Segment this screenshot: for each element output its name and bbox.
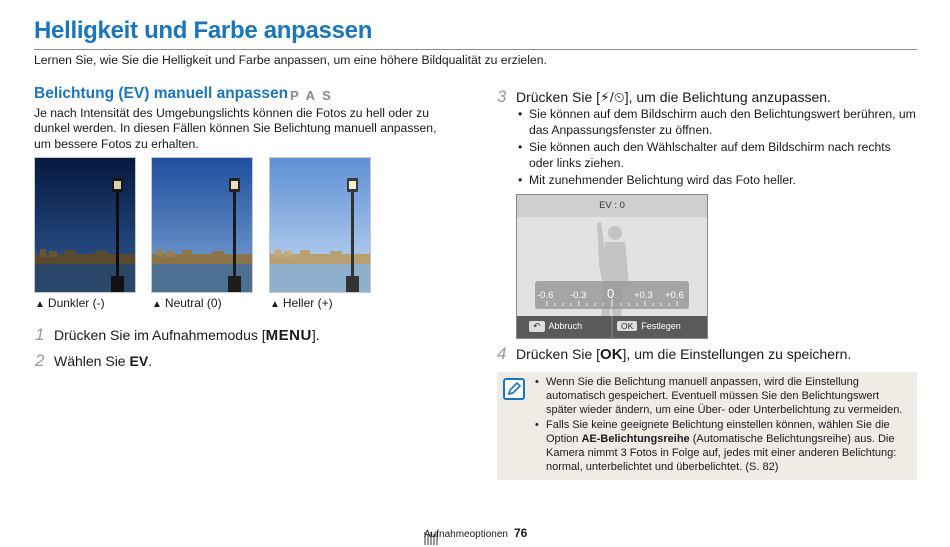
- step-text: Drücken Sie [: [516, 346, 601, 362]
- section-heading: Belichtung (EV) manuell anpassen: [34, 85, 289, 102]
- note-item: • Wenn Sie die Belichtung manuell anpassen, wird die Einstellung automatisch gespeichert. Eventuell müssen Sie den Belichtungswert später wieder ändern, um eine Über- oder Unterbelichtung zu vermeiden.: [534, 376, 910, 417]
- photo-brighter: [269, 157, 371, 293]
- scale-label: +0.3: [634, 290, 653, 301]
- scale-label: -0.3: [570, 290, 587, 301]
- bullet-item: • Sie können auch den Wählschalter auf dem Bildschirm nach rechts oder links ziehen.: [516, 140, 916, 171]
- triangle-icon: ▲: [35, 299, 45, 310]
- bullet-item: • Mit zunehmender Belichtung wird das Foto heller.: [516, 173, 916, 189]
- note-item: [534, 419, 910, 474]
- set-label: Festlegen: [641, 321, 681, 331]
- page-title: Helligkeit und Farbe anpassen: [34, 17, 373, 44]
- scale-label: -0.6: [537, 290, 554, 301]
- title-divider: [34, 49, 917, 50]
- note-text: Falls Sie keine geeignete Belichtung einstellen können, wählen Sie die Option: [546, 419, 890, 446]
- step-1-text: [54, 327, 320, 344]
- key-separator: /: [609, 89, 614, 105]
- caption-text: Dunkler (-): [47, 296, 105, 310]
- triangle-icon: ▲: [270, 299, 280, 310]
- mode-indicators: P A S: [290, 88, 333, 103]
- set-button[interactable]: [617, 321, 681, 331]
- ev-label: EV : 0: [599, 200, 625, 211]
- step-text: .: [148, 353, 153, 369]
- step-3-bullets: [516, 107, 916, 191]
- back-icon: ↶: [529, 321, 545, 332]
- step-text: Drücken Sie [: [516, 89, 601, 105]
- scale-label-current: 0: [607, 286, 615, 301]
- caption-brighter: [270, 296, 333, 310]
- step-text: Wählen Sie: [54, 353, 130, 369]
- step-text: ], um die Einstellungen zu speichern.: [622, 346, 852, 362]
- step-text: Drücken Sie im Aufnahmemodus [: [54, 327, 266, 343]
- flash-icon: ⚡: [600, 89, 610, 105]
- photo-neutral: [151, 157, 253, 293]
- ev-key-label: EV: [129, 353, 149, 369]
- step-3-text: [516, 89, 831, 106]
- step-2-text: [54, 353, 152, 369]
- ok-key-icon: OK: [617, 321, 637, 331]
- step-text: ], um die Belichtung anzupassen.: [624, 89, 831, 105]
- caption-text: Heller (+): [282, 296, 333, 310]
- caption-neutral: [152, 296, 222, 310]
- step-number: 2: [35, 351, 45, 370]
- ok-key-icon: OK: [600, 346, 623, 363]
- caption-text: Neutral (0): [164, 296, 222, 310]
- camera-screen: [516, 194, 708, 339]
- step-number: 4: [497, 344, 507, 363]
- page-footer: [424, 526, 527, 540]
- self-timer-icon: ⏲: [613, 89, 625, 105]
- scale-label: +0.6: [665, 290, 684, 301]
- note-pencil-icon: [503, 378, 525, 400]
- section-body: Je nach Intensität des Umgebungslichts können die Fotos zu hell oder zu dunkel werden. In diesen Fällen können Sie Belichtung manuell anpassen, um bessere Fotos zu erhalten.: [34, 106, 437, 151]
- step-number: 1: [35, 325, 45, 344]
- step-4-text: [516, 346, 851, 363]
- cancel-label: Abbruch: [548, 321, 583, 331]
- caption-darker: [35, 296, 105, 310]
- triangle-icon: ▲: [152, 299, 162, 310]
- cancel-button[interactable]: [529, 321, 582, 332]
- note-list: [534, 376, 910, 477]
- intro-text: Lernen Sie, wie Sie die Helligkeit und Farbe anpassen, um eine höhere Bildqualität zu erzielen.: [34, 53, 547, 67]
- footer-section: Aufnahmeoptionen: [424, 529, 508, 540]
- menu-key-icon: MENU: [265, 327, 312, 344]
- step-text: ].: [311, 327, 320, 343]
- option-name: AE-Belichtungsreihe: [581, 433, 690, 446]
- note-text: (Automatische Belichtungsreihe) aus. Die Kamera nimmt 3 Fotos in Folge auf, jedes mit einer anderen Belichtung: normal, unterbelichtet und überbelichtet. (S. 82): [546, 433, 897, 473]
- photo-darker: [34, 157, 136, 293]
- bullet-item: • Sie können auf dem Bildschirm auch den Belichtungswert berühren, um das Anpassungsfenster zu öffnen.: [516, 107, 916, 138]
- step-number: 3: [497, 87, 507, 106]
- page-number: 76: [513, 526, 528, 540]
